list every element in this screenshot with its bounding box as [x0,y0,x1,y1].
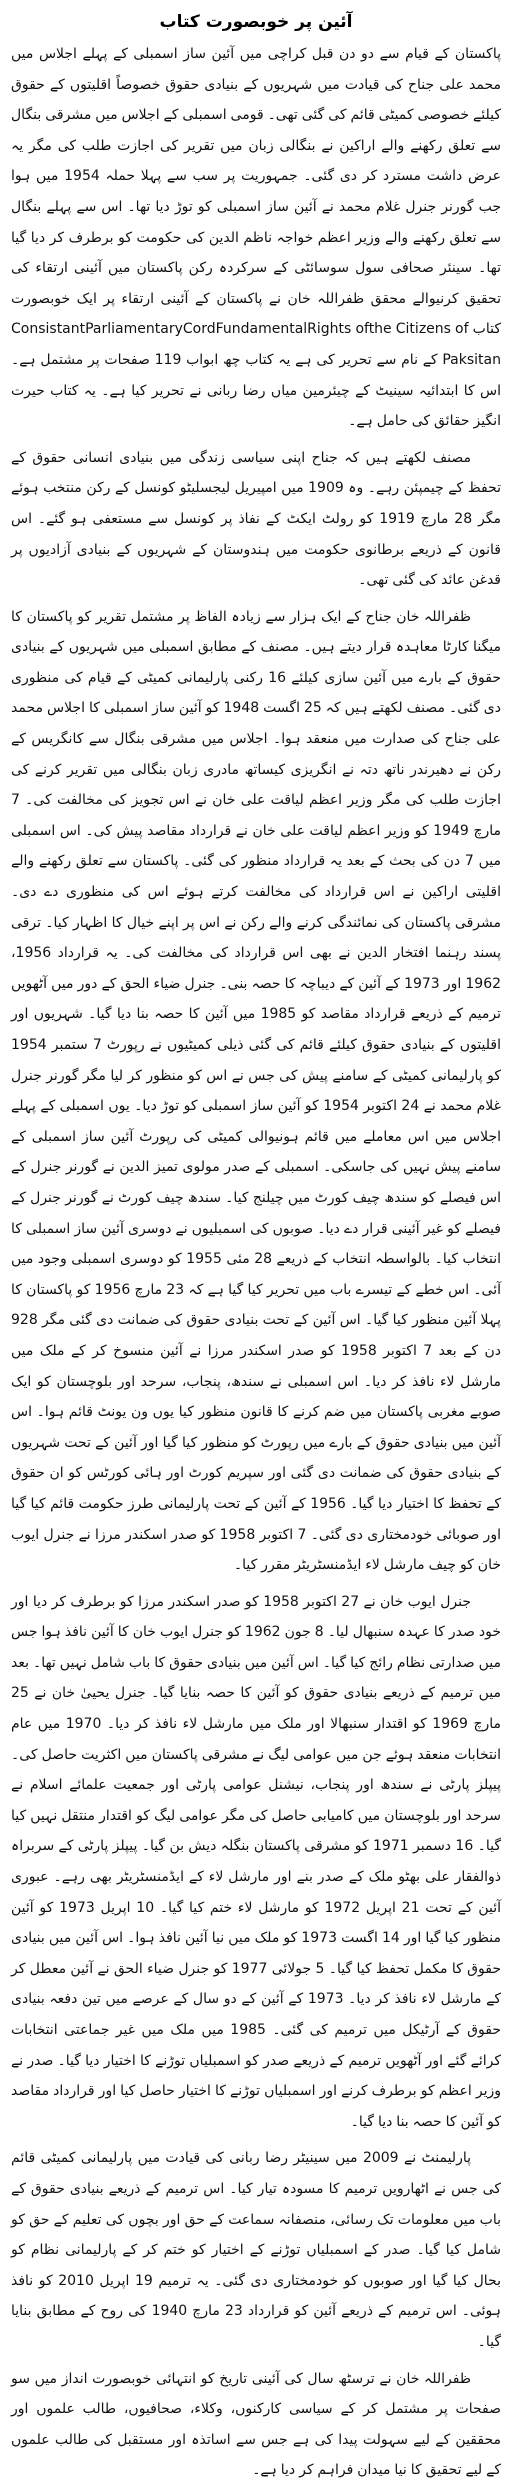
article-paragraph: ظفراللہ خان جناح کے ایک ہزار سے زیادہ الفاظ پر مشتمل تقریر کو پاکستان کا میگنا کارٹا معاہدہ قرار دیتے ہیں۔ مصنف کے مطابق اسمبلی میں شہریوں کے بنیادی حقوق کے بارے میں آئین سازی کیلئے 16 رکنی پارلیمانی کمیٹی کے قیام کی منظوری دی گئی۔ مصنف لکھتے ہیں کہ 25 اگست 1948 کو آئین ساز اسمبلی کا اجلاس محمد علی جناح کی صدارت میں منعقد ہوا۔ اجلاس میں مشرقی بنگال سے کانگریس کے رکن نے دھیرندر ناتھ دتہ نے انگریزی کیساتھ مادری زبان بنگالی میں تقریر کرنے کی اجازت طلب کی مگر وزیر اعظم لیاقت علی خان نے اس تجویز کی مخالفت کی۔ 7 مارچ 1949 کو وزیر اعظم لیاقت علی خان نے قرارداد مقاصد پیش کی۔ اس اسمبلی میں 7 دن کی بحث کے بعد یہ قرارداد منظور کی گئی۔ پاکستان سے تعلق رکھنے والے اقلیتی اراکین نے اس قرارداد کی مخالفت کرتے ہوئے اس کی منظوری دے دی۔ مشرقی پاکستان کی نمائندگی کرنے والے رکن نے اس پر اپنے خیال کا اظہار کیا۔ ترقی پسند رہنما افتخار الدین نے بھی اس قرارداد کی مخالفت کی۔ یہ قرارداد 1956، 1962 اور 1973 کے آئین کے دیباچہ کا حصہ بنی۔ جنرل ضیاء الحق کے دور میں آٹھویں ترمیم کے ذریعے قرارداد مقاصد کو 1985 میں آئین کا حصہ بنا دیا گیا۔ شہریوں اور اقلیتوں کے بنیادی حقوق کیلئے قائم کی گئی ذیلی کمیٹیوں نے رپورٹ 7 ستمبر 1954 کو پارلیمانی کمیٹی کے سامنے پیش کی جس نے اس کو منظور کر لیا مگر گورنر جنرل غلام محمد نے 24 اکتوبر 1954 کو آئین ساز اسمبلی کو توڑ دیا۔ یوں اسمبلی کے پہلے اجلاس میں اس معاملے میں قائم ہونیوالی کمیٹی کی رپورٹ آئین ساز اسمبلی کے سامنے پیش نہیں کی جاسکی۔ اسمبلی کے صدر مولوی تمیز الدین نے گورنر جنرل کے اس فیصلے کو سندھ چیف کورٹ میں چیلنج کیا۔ سندھ چیف کورٹ نے گورنر جنرل کے فیصلے کو غیر آئینی قرار دے دیا۔ صوبوں کی اسمبلیوں نے دوسری آئین ساز اسمبلی کا انتخاب کیا۔ بالواسطہ انتخاب کے ذریعے 28 مئی 1955 کو دوسری اسمبلی وجود میں آئی۔ اس خطے کے تیسرے باب میں تحریر کیا گیا ہے کہ 23 مارچ 1956 کو پاکستان کا پہلا آئین منظور کیا گیا۔ اس آئین کے تحت بنیادی حقوق کی ضمانت دی گئی مگر 928 دن کے بعد 7 اکتوبر 1958 کو صدر اسکندر مرزا نے آئین منسوخ کر کے ملک میں مارشل لاء نافذ کر دیا۔ اس اسمبلی نے سندھ، پنجاب، سرحد اور بلوچستان کو ایک صوبے مغربی پاکستان میں ضم کرنے کا قانون منظور کیا یوں ون یونٹ قائم ہوا۔ اس آئین میں بنیادی حقوق کے بارے میں رپورٹ کو منظور کیا گیا اور آئین کے تحت شہریوں کے بنیادی حقوق کی ضمانت دی گئی اور سپریم کورٹ اور ہائی کورٹس کو ان حقوق کے تحفظ کا اختیار دیا گیا۔ 1956 کے آئین کے تحت پارلیمانی طرز حکومت قائم کیا گیا اور صوبائی خودمختاری دی گئی۔ 7 اکتوبر 1958 کو صدر اسکندر مرزا نے جنرل ایوب خان کو چیف مارشل لاء ایڈمنسٹریٹر مقرر کیا۔ [11,608,502,1574]
article-body [11,39,501,2486]
article-paragraph: پاکستان کے قیام سے دو دن قبل کراچی میں آئین ساز اسمبلی کے پہلے اجلاس میں محمد علی جناح کی قیادت میں شہریوں کے بنیادی حقوق خصوصاً اقلیتوں کے حقوق کیلئے خصوصی کمیٹی قائم کی گئی تھی۔ قومی اسمبلی کے اجلاس میں مشرقی بنگال سے تعلق رکھنے والے اراکین نے بنگالی زبان میں تقریر کی اجازت طلب کی مگر یہ عرض داشت مسترد کر دی گئی۔ جمہوریت پر سب سے پہلا حملہ 1954 میں ہوا جب گورنر جنرل غلام محمد نے آئین ساز اسمبلی کو توڑ دیا تھا۔ اس سے پہلے بنگال سے تعلق رکھنے والے وزیر اعظم خواجہ ناظم الدین کی حکومت کو برطرف کر دیا گیا تھا۔ سینئر صحافی سول سوسائٹی کے سرکردہ رکن پاکستان میں آئینی ارتقاء کی تحقیق کرنیوالے محقق ظفراللہ خان نے پاکستان کے آئینی ارتقاء پر ایک خوبصورت کتاب ConsistantParliamentaryCordFundamentalRights ofthe Citizens of Paksitan کے نام سے تحریر کی ہے یہ کتاب چھ ابواب 119 صفحات پر مشتمل ہے۔ اس کا ابتدائیہ سینیٹ کے چیئرمین میاں رضا ربانی نے تحریر کیا ہے۔ یہ کتاب حیرت انگیز حقائق کی حامل ہے۔ [11,46,502,430]
article-paragraph: جنرل ایوب خان نے 27 اکتوبر 1958 کو صدر اسکندر مرزا کو برطرف کر دیا اور خود صدر کا عہدہ سنبھال لیا۔ 8 جون 1962 کو جنرل ایوب خان کا آئین نافذ ہوا جس میں صدارتی نظام رائج کیا گیا۔ اس آئین میں بنیادی حقوق کا باب شامل نہیں تھا۔ بعد میں ترمیم کے ذریعے بنیادی حقوق کو آئین کا حصہ بنایا گیا۔ جنرل یحییٰ خان نے 25 مارچ 1969 کو اقتدار سنبھالا اور ملک میں مارشل لاء نافذ کر دیا۔ 1970 میں عام انتخابات منعقد ہوئے جن میں عوامی لیگ نے مشرقی پاکستان میں اکثریت حاصل کی۔ پیپلز پارٹی نے سندھ اور پنجاب، نیشنل عوامی پارٹی اور جمعیت علمائے اسلام نے سرحد اور بلوچستان میں کامیابی حاصل کی مگر عوامی لیگ کو اقتدار منتقل نہیں کیا گیا۔ 16 دسمبر 1971 کو مشرقی پاکستان بنگلہ دیش بن گیا۔ پیپلز پارٹی کے سربراہ ذوالفقار علی بھٹو ملک کے صدر بنے اور مارشل لاء کے ایڈمنسٹریٹر بھی رہے۔ عبوری آئین کے تحت 21 اپریل 1972 کو مارشل لاء ختم کیا گیا۔ 10 اپریل 1973 کو آئین منظور کیا گیا اور 14 اگست 1973 کو ملک میں نیا آئین نافذ ہوا۔ اس آئین میں بنیادی حقوق کا مکمل تحفظ کیا گیا۔ 5 جولائی 1977 کو جنرل ضیاء الحق نے آئین معطل کر کے مارشل لاء نافذ کر دیا۔ 1973 کے آئین کے دو سال کے عرصے میں تین دفعہ بنیادی حقوق کے آرٹیکل میں ترمیم کی گئی۔ 1985 میں ملک میں غیر جماعتی انتخابات کرائے گئے اور آٹھویں ترمیم کے ذریعے صدر کو اسمبلیاں توڑنے کا اختیار دیا گیا۔ صدر نے وزیر اعظم کو برطرف کرنے اور اسمبلیاں توڑنے کا اختیار حاصل کیا اور قرارداد مقاصد کو آئین کا حصہ بنا دیا گیا۔ [11,1593,502,2130]
article-headline: آئین پر خوبصورت کتاب [159,12,353,32]
article-paragraph: پارلیمنٹ نے 2009 میں سینیٹر رضا ربانی کی قیادت میں پارلیمانی کمیٹی قائم کی جس نے اٹھارویں ترمیم کا مسودہ تیار کیا۔ اس ترمیم کے ذریعے بنیادی حقوق کے باب میں معلومات تک رسائی، منصفانہ سماعت کے حق اور بچوں کی تعلیم کے حق کو شامل کیا گیا۔ صدر کے اسمبلیاں توڑنے کے اختیار کو ختم کر کے پارلیمانی نظام کو بحال کیا گیا اور صوبوں کو خودمختاری دی گئی۔ یہ ترمیم 19 اپریل 2010 کو نافذ ہوئی۔ اس ترمیم کے ذریعے آئین کو قرارداد 23 مارچ 1940 کی روح کے مطابق بنایا گیا۔ [11,2150,501,2350]
article-paragraph: ظفراللہ خان نے ترسٹھ سال کی آئینی تاریخ کو انتہائی خوبصورت انداز میں سو صفحات پر مشتمل کر کے سیاسی کارکنوں، وکلاء، صحافیوں، طالب علموں اور محققین کے لیے سہولت پیدا کی ہے جس سے اساتذہ اور مستقبل کی طالب علموں کے لیے تحقیق کا نیا میدان فراہم کر دیا ہے۔ [11,2370,501,2479]
article-paragraph: مصنف لکھتے ہیں کہ جناح اپنی سیاسی زندگی میں بنیادی انسانی حقوق کے تحفظ کے چیمپئن رہے۔ وہ 1909 میں امپیریل لیجسلیٹو کونسل کے رکن منتخب ہوئے مگر 28 مارچ 1919 کو رولٹ ایکٹ کے نفاذ پر کونسل سے مستعفی ہو گئے۔ اس قانون کے ذریعے برطانوی حکومت میں ہندوستان کے شہریوں کے بنیادی آزادیوں پر قدغن عائد کی گئی تھی۔ [11,449,502,589]
